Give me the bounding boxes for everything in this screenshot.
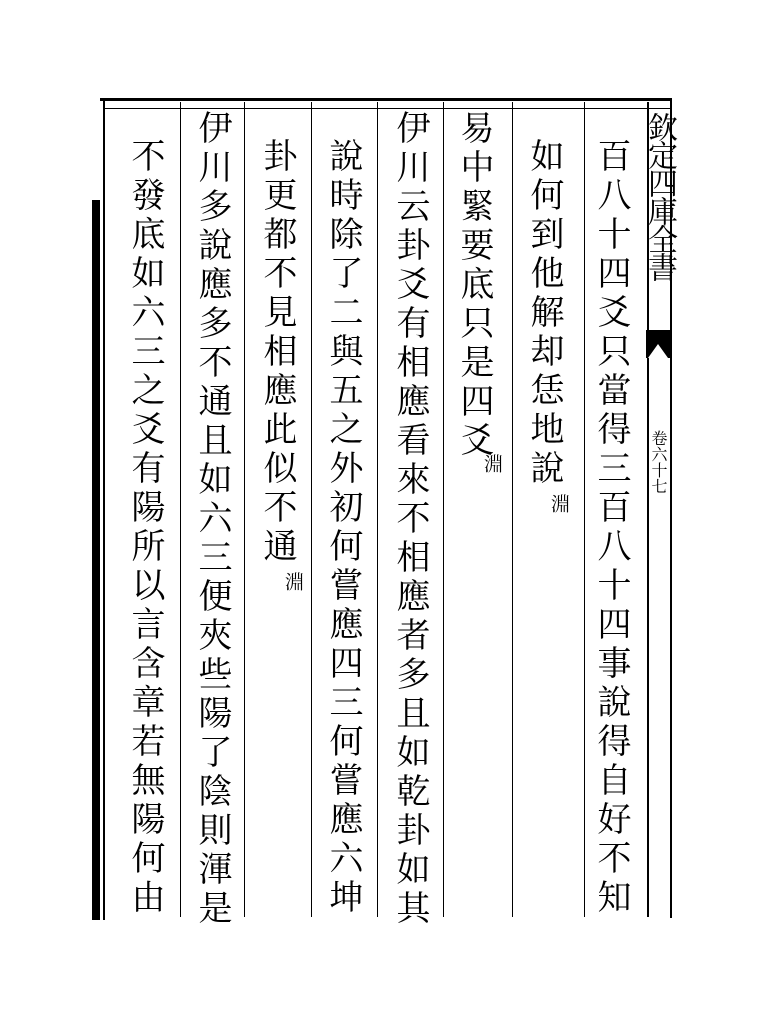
col-divider-3 — [512, 102, 513, 917]
text-column-5: 說時除了二與五之外初何嘗應四三何嘗應六坤 — [323, 138, 363, 918]
annotation-yuan-1: 淵 — [548, 494, 570, 513]
text-column-7: 伊川多說應多不通且如六三便夾些陽了陰則渾是 — [192, 110, 232, 929]
annotation-yuan-3: 淵 — [282, 572, 304, 591]
text-column-1: 百八十四爻只當得三百八十四事說得自好不知 — [591, 138, 631, 918]
left-border-inner — [103, 100, 105, 920]
annotation-yuan-2: 淵 — [481, 454, 503, 473]
left-border — [92, 200, 100, 920]
text-column-2: 如何到他解却恁地說 — [524, 138, 564, 489]
text-column-8: 不發底如六三之爻有陽所以言含章若無陽何由 — [125, 138, 165, 918]
top-border-thin — [104, 108, 672, 109]
col-divider-8 — [180, 102, 181, 917]
col-divider-5 — [377, 102, 378, 917]
text-column-4: 伊川云卦爻有相應看來不相應者多且如乾卦如其 — [390, 110, 430, 929]
margin-title: 欽定四庫全書 — [642, 112, 677, 280]
top-border-thick — [100, 98, 672, 101]
text-column-3: 易中緊要底只是四爻 — [454, 110, 494, 461]
text-column-6: 卦更都不見相應此似不通 — [257, 138, 297, 567]
col-divider-7 — [244, 102, 245, 917]
margin-volume: 卷六十七 — [649, 430, 668, 494]
col-divider-2 — [584, 102, 585, 917]
col-divider-6 — [311, 102, 312, 917]
col-divider-4 — [443, 102, 444, 917]
fishtail-mark — [646, 330, 670, 358]
